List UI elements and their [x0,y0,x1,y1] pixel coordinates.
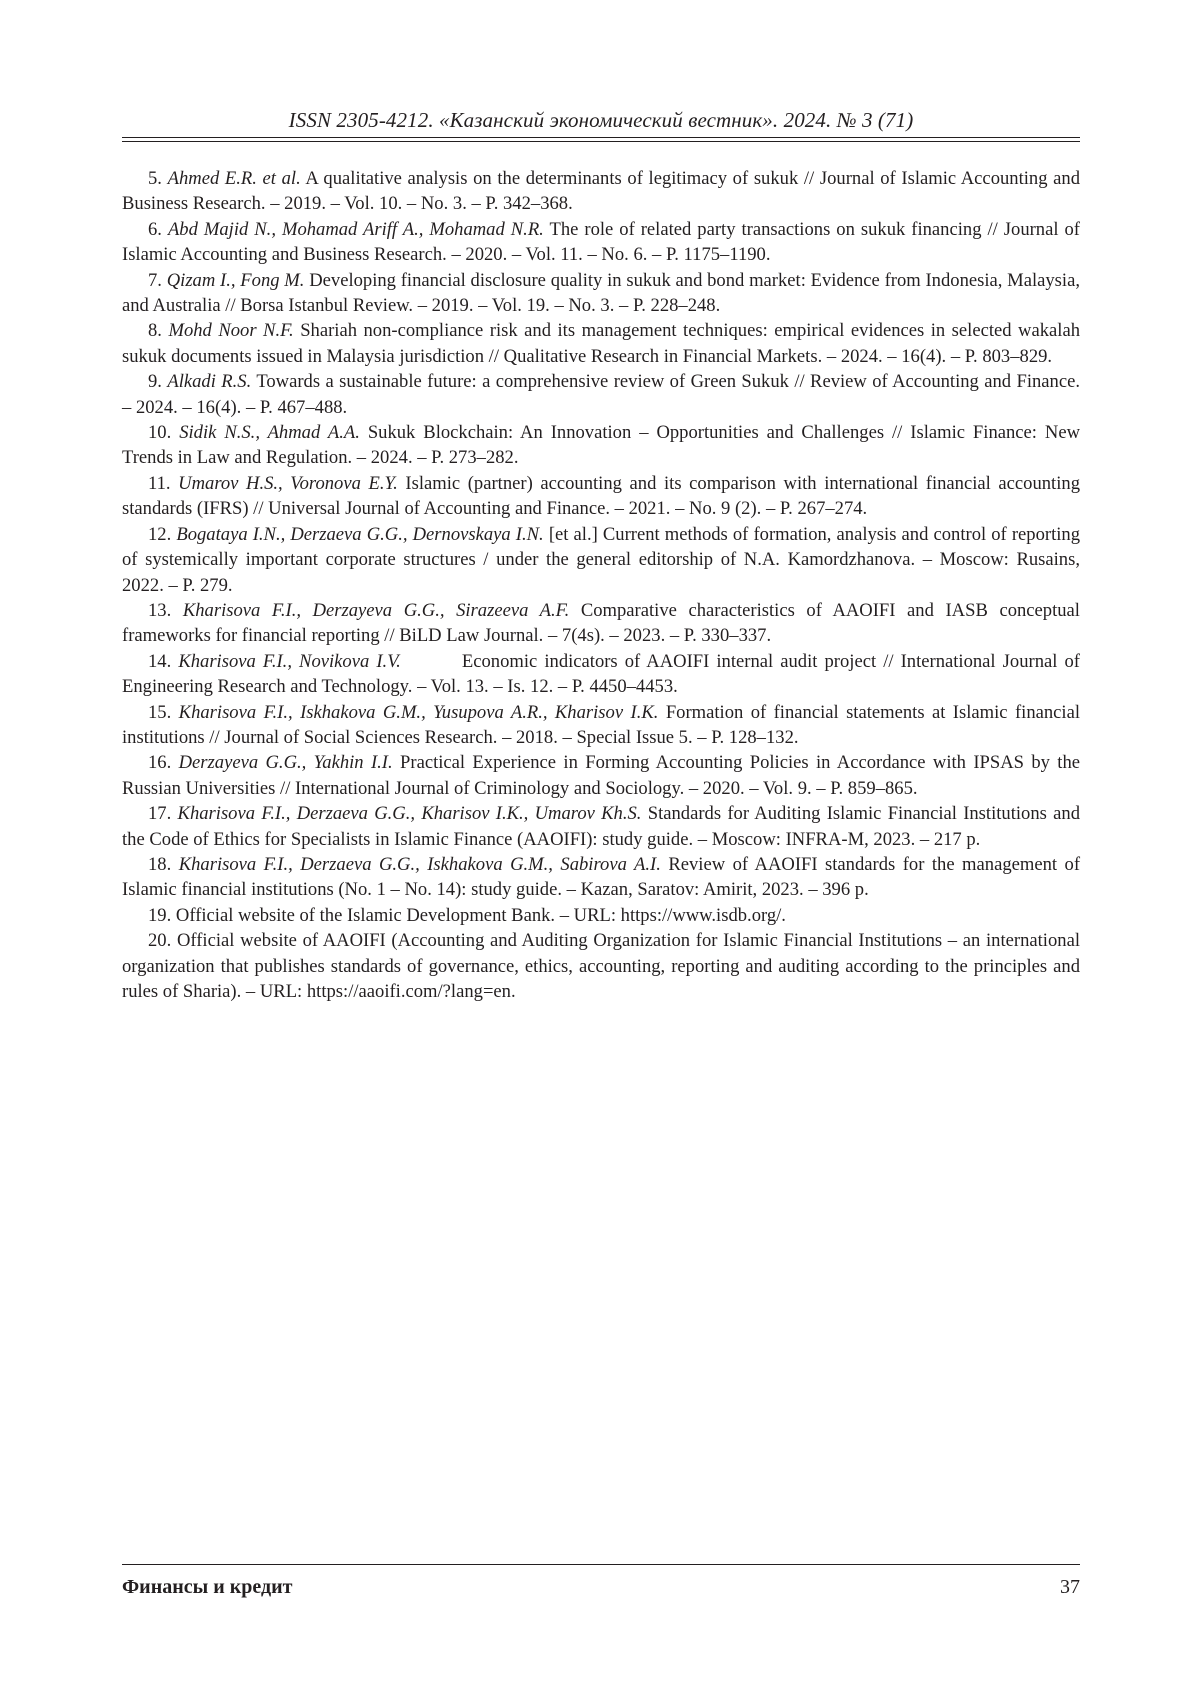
reference-text: Islamic (partner) accounting and its comparison with international financial accounting standards (IFRS) // Universal Journal of Accounting and Finance. – 2021. – No. 9 (2). – P. 267–274. [122,472,1080,520]
reference-number: 7. [148,269,162,291]
reference-authors: Kharisova F.I., Derzaeva G.G., Iskhakova G.M., Sabirova A.I. [178,853,661,875]
reference-item-11 [122,471,1080,522]
reference-authors: Qizam I., Fong M. [166,269,305,291]
reference-text: Official website of the Islamic Development Bank. – URL: https://www.isdb.org/. [175,904,786,926]
reference-item-5 [122,166,1080,217]
reference-text: The role of related party transactions on sukuk financing // Journal of Islamic Accounting and Business Research. – 2020. – Vol. 11. – No. 6. – P. 1175–1190. [122,218,1080,266]
reference-number: 19. [148,904,172,926]
footer-section-title: Финансы и кредит [122,1576,293,1598]
reference-item-8 [122,318,1080,369]
footer-rule [122,1564,1080,1565]
reference-text: Review of AAOIFI standards for the management of Islamic financial institutions (No. 1 – No. 14): study guide. – Kazan, Saratov: Amirit, 2023. – 396 p. [122,853,1081,901]
reference-authors: Sidik N.S., Ahmad A.A. [179,422,360,444]
page-number: 37 [1060,1576,1080,1598]
reference-number: 9. [148,371,162,393]
reference-item-9 [122,369,1080,420]
reference-authors: Abd Majid N., Mohamad Ariff A., Mohamad N.R. [167,218,544,240]
reference-text: Economic indicators of AAOIFI internal audit project // International Journal of Engineering Research and Technology. – Vol. 13. – Is. 12. – P. 4450–4453. [122,650,1080,698]
reference-authors: Bogataya I.N., Derzaeva G.G., Dernovskaya I.N. [176,523,544,545]
reference-authors: Kharisova F.I., Novikova I.V. [178,650,401,672]
reference-number: 17. [148,803,172,825]
reference-authors: Kharisova F.I., Iskhakova G.M., Yusupova A.R., Kharisov I.K. [178,701,659,723]
reference-number: 20. [148,930,172,952]
reference-text: A qualitative analysis on the determinants of legitimacy of sukuk // Journal of Islamic Accounting and Business Research. – 2019. – Vol. 10. – No. 3. – P. 342–368. [122,168,1081,215]
reference-item-12 [122,522,1080,598]
reference-authors: Ahmed E.R. et al. [167,168,301,189]
reference-text: Towards a sustainable future: a comprehensive review of Green Sukuk // Review of Accounting and Finance. – 2024. – 16(4). – P. 467–488. [122,371,1080,418]
reference-number: 14. [148,650,172,672]
reference-authors: Mohd Noor N.F. [168,320,294,342]
reference-authors: Kharisova F.I., Derzayeva G.G., Sirazeeva A.F. [182,599,570,621]
reference-item-10 [122,420,1080,471]
reference-number: 11. [148,472,171,494]
reference-text: [et al.] Current methods of formation, analysis and control of reporting of systemically important corporate structures / under the general editorship of N.A. Kamordzhanova. – Moscow: Rusains, 2022. – P. 279. [122,523,1080,596]
reference-number: 15. [148,701,172,723]
reference-text: Sukuk Blockchain: An Innovation – Opportunities and Challenges // Islamic Finance: New Trends in Law and Regulation. – 2024. – P. 273–282. [122,422,1081,469]
reference-authors: Umarov H.S., Voronova E.Y. [178,472,398,494]
reference-item-16 [122,750,1080,801]
reference-number: 10. [148,422,172,444]
reference-number: 12. [148,523,172,545]
reference-number: 16. [148,752,172,774]
reference-number: 5. [148,168,162,189]
reference-item-15 [122,700,1080,751]
reference-item-18 [122,852,1080,903]
reference-item-14 [122,649,1080,700]
reference-text: Official website of AAOIFI (Accounting and Auditing Organization for Islamic Financial Institutions – an international organization that publishes standards of governance, ethics, accounting, reporting and auditing according to the principles and rules of Sharia). – URL: https://aaoifi.com/?lang=en. [122,930,1080,1002]
reference-text: Practical Experience in Forming Accounting Policies in Accordance with IPSAS by the Russian Universities // International Journal of Criminology and Sociology. – 2020. – Vol. 9. – P. 859–865. [122,752,1081,799]
reference-item-20 [122,928,1080,1004]
reference-number: 6. [148,218,162,240]
reference-authors: Kharisova F.I., Derzaeva G.G., Kharisov I.K., Umarov Kh.S. [177,803,642,825]
reference-authors: Alkadi R.S. [167,371,252,393]
reference-text: Shariah non-compliance risk and its management techniques: empirical evidences in selected wakalah sukuk documents issued in Malaysia jurisdiction // Qualitative Research in Financial Markets. – 2024. – 16(4). – P. 803–829. [122,320,1080,367]
reference-text: Formation of financial statements at Islamic financial institutions // Journal of Social Sciences Research. – 2018. – Special Issue 5. – P. 128–132. [122,701,1080,748]
reference-item-6 [122,217,1080,268]
reference-text: Developing financial disclosure quality in sukuk and bond market: Evidence from Indonesia, Malaysia, and Australia // Borsa Istanbul Review. – 2019. – Vol. 19. – No. 3. – P. 228–248. [122,269,1080,317]
reference-list [122,166,1080,1004]
reference-item-17 [122,801,1080,852]
reference-text: Comparative characteristics of AAOIFI and IASB conceptual frameworks for financial reporting // BiLD Law Journal. – 7(4s). – 2023. – P. 330–337. [122,599,1080,647]
reference-authors: Derzayeva G.G., Yakhin I.I. [178,752,393,774]
header-rule-bottom [122,141,1080,142]
reference-number: 8. [148,320,162,342]
reference-item-13 [122,598,1080,649]
reference-item-7 [122,268,1080,319]
reference-text: Standards for Auditing Islamic Financial Institutions and the Code of Ethics for Specialists in Islamic Finance (AAOIFI): study guide. – Moscow: INFRA-M, 2023. – 217 p. [122,803,1081,850]
reference-number: 18. [148,853,172,875]
reference-number: 13. [148,599,172,621]
header-rule-top [122,137,1080,138]
running-head: ISSN 2305-4212. «Казанский экономический вестник». 2024. № 3 (71) [288,108,914,132]
reference-item-19 [122,903,1080,928]
